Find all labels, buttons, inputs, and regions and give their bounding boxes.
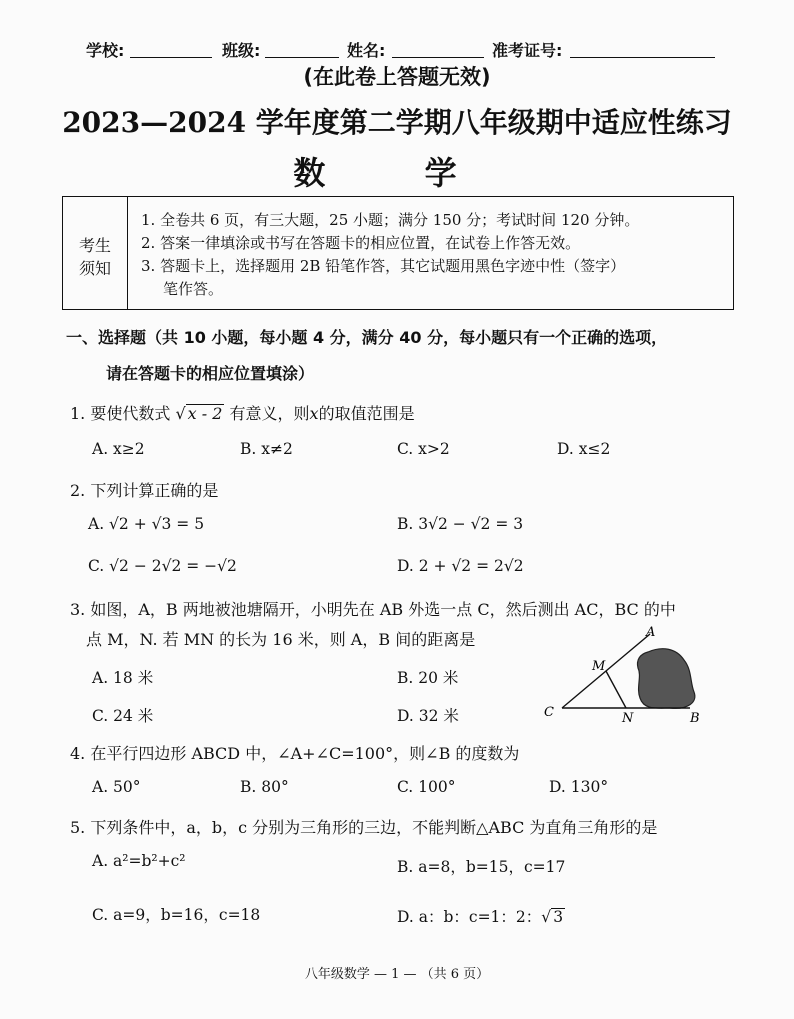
q4-option-d[interactable]: D. 130°: [549, 778, 609, 796]
notice-box: [62, 196, 734, 310]
ticket-number-label: 准考证号:: [492, 41, 563, 60]
notice-label-line1: 考生: [78, 236, 111, 255]
notice-item-3: 3. 答题卡上，选择题用 2B 铅笔作答，其它试题用黑色字迹中性（签字）: [141, 257, 626, 275]
q4-stem: 4. 在平行四边形 ABCD 中，∠A+∠C=100°，则∠B 的度数为: [70, 744, 520, 763]
name-blank[interactable]: [392, 57, 484, 58]
notice-item-2: 2. 答案一律填涂或书写在答题卡的相应位置，在试卷上作答无效。: [141, 234, 581, 252]
segment-mn: [606, 671, 626, 708]
q1-var: x: [309, 404, 319, 423]
q3-option-a[interactable]: A. 18 米: [92, 669, 154, 687]
q4-option-a[interactable]: A. 50°: [92, 778, 141, 796]
q1-option-c[interactable]: C. x>2: [397, 440, 450, 458]
exam-title: 2023—2024 学年度第二学期八年级期中适应性练习: [62, 106, 732, 139]
notice-label-cell: [63, 197, 128, 309]
label-a: A: [646, 625, 656, 640]
label-n: N: [622, 711, 634, 726]
label-m: M: [592, 659, 606, 674]
page-footer: 八年级数学 — 1 — （共 6 页）: [304, 967, 490, 982]
ticket-number-blank[interactable]: [570, 57, 715, 58]
school-label: 学校:: [86, 41, 125, 60]
name-label: 姓名:: [347, 41, 386, 60]
q2-stem: 2. 下列计算正确的是: [70, 481, 219, 500]
notice-item-3-cont: 笔作答。: [163, 280, 224, 298]
notice-label-line2: 须知: [78, 259, 111, 278]
notice-item-1: 1. 全卷共 6 页，有三大题，25 小题；满分 150 分；考试时间 120 分钟。: [141, 211, 640, 229]
q2-option-d[interactable]: D. 2 + √2 = 2√2: [397, 557, 524, 575]
q3-stem-line2: 点 M，N. 若 MN 的长为 16 米，则 A，B 间的距离是: [86, 630, 476, 649]
label-c: C: [544, 705, 554, 720]
sqrt-symbol: √: [175, 404, 186, 423]
notice-items: [141, 209, 639, 301]
q1-stem-end: 的取值范围是: [318, 404, 415, 423]
q2-option-b[interactable]: B. 3√2 − √2 = 3: [397, 515, 524, 533]
q5-option-d-text: D. a：b：c=1：2：: [397, 908, 542, 926]
q1-option-b[interactable]: B. x≠2: [240, 440, 293, 458]
q1-option-d[interactable]: D. x≤2: [557, 440, 611, 458]
q3-option-d[interactable]: D. 32 米: [397, 707, 459, 725]
q5-option-b[interactable]: B. a=8，b=15，c=17: [397, 858, 566, 876]
sqrt-symbol: √: [541, 908, 552, 926]
q2-option-c[interactable]: C. √2 − 2√2 = −√2: [88, 557, 237, 575]
q5-option-c[interactable]: C. a=9，b=16，c=18: [92, 906, 261, 924]
q3-pond-figure: [540, 624, 710, 728]
school-blank[interactable]: [130, 57, 212, 58]
section1-heading-line1: 一、选择题（共 10 小题，每小题 4 分，满分 40 分，每小题只有一个正确的选项，: [66, 328, 668, 347]
q2-option-a[interactable]: A. √2 + √3 = 5: [88, 515, 205, 533]
label-b: B: [690, 711, 700, 726]
q1-radicand: x - 2: [187, 404, 223, 423]
subject-title: [0, 148, 794, 194]
q4-option-c[interactable]: C. 100°: [397, 778, 456, 796]
q5-option-a[interactable]: A. a²=b²+c²: [92, 852, 186, 870]
q1-stem-post: 有意义，则: [229, 404, 310, 423]
q3-option-b[interactable]: B. 20 米: [397, 669, 459, 687]
pond-shape: [637, 649, 694, 709]
q5-option-d[interactable]: [397, 905, 565, 927]
q1-stem-pre: 1. 要使代数式: [70, 404, 171, 423]
subject-text: 数 学: [293, 154, 501, 192]
q3-option-c[interactable]: C. 24 米: [92, 707, 154, 725]
section1-heading-line2: 请在答题卡的相应位置填涂）: [106, 364, 315, 383]
class-label: 班级:: [222, 41, 261, 60]
q3-stem-line1: 3. 如图，A，B 两地被池塘隔开，小明先在 AB 外选一点 C，然后测出 AC，BC 的中: [70, 600, 676, 619]
q1-stem: [70, 401, 415, 424]
class-blank[interactable]: [265, 57, 339, 58]
invalid-note: (在此卷上答题无效): [303, 65, 491, 89]
q5-stem: 5. 下列条件中，a，b，c 分别为三角形的三边，不能判断△ABC 为直角三角形的是: [70, 818, 658, 837]
q5-option-d-radicand: 3: [553, 908, 564, 926]
q4-option-b[interactable]: B. 80°: [240, 778, 289, 796]
q1-option-a[interactable]: A. x≥2: [92, 440, 145, 458]
